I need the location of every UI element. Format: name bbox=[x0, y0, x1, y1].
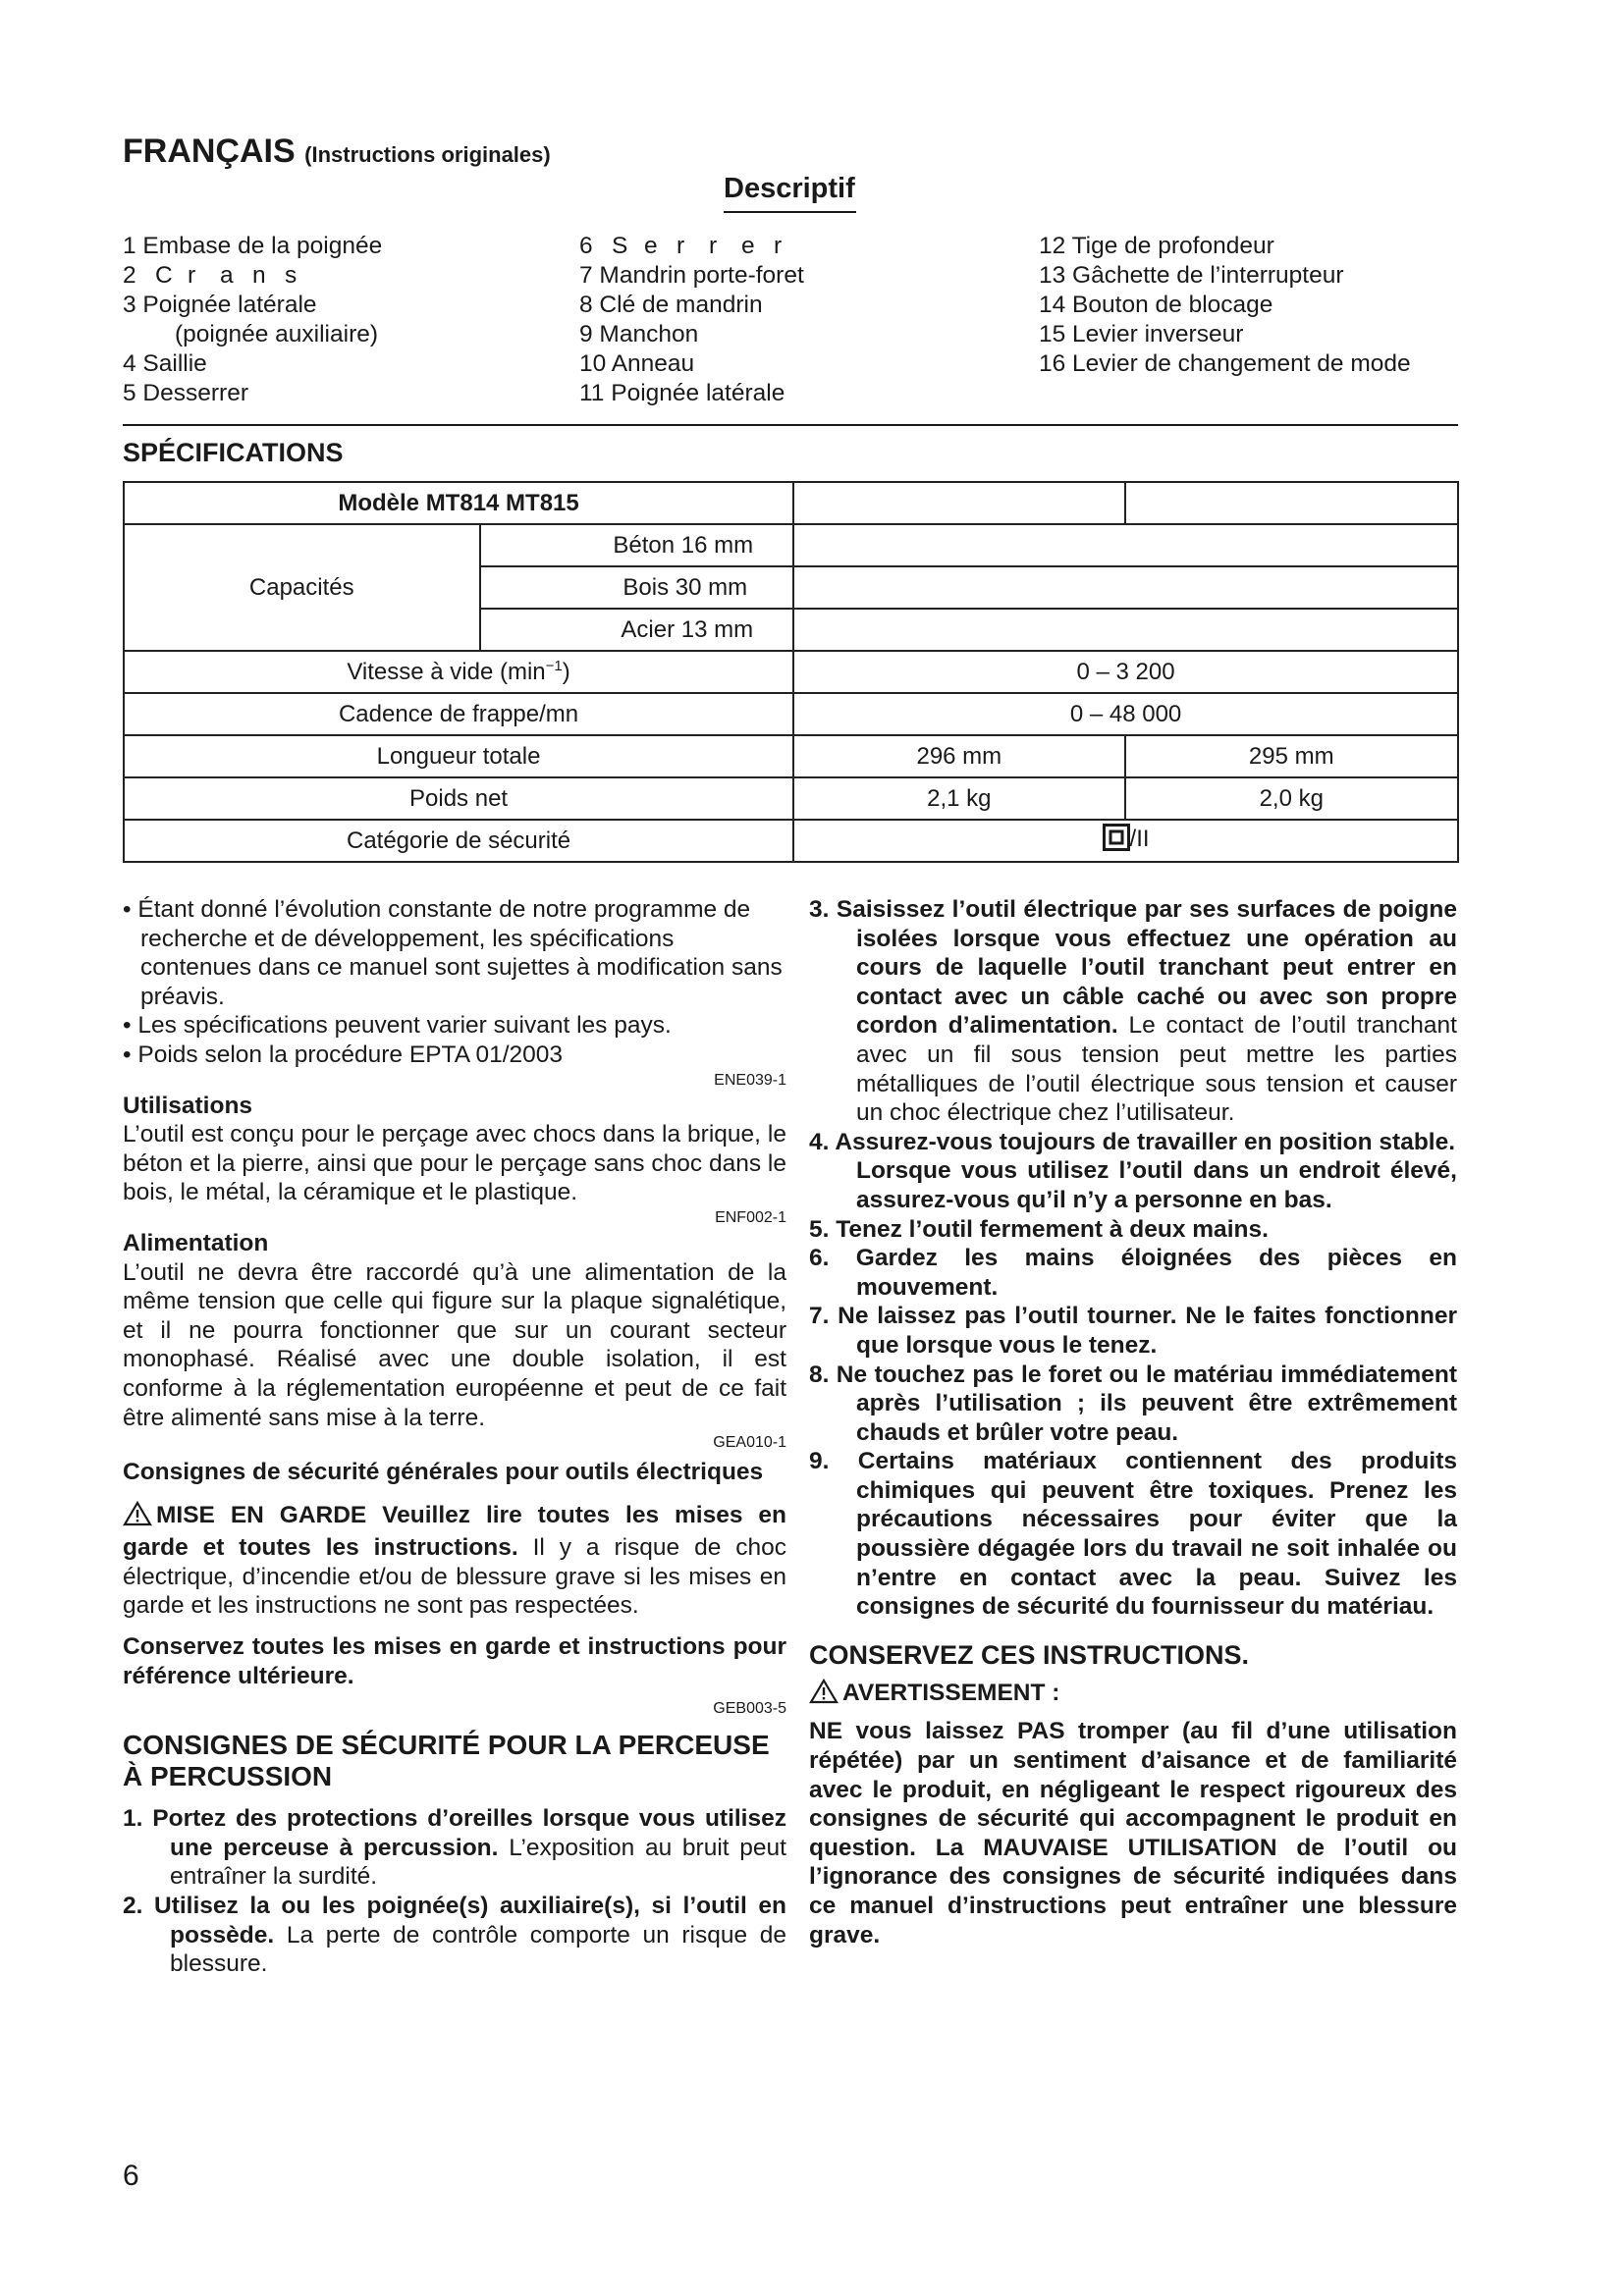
longueur-label-cell: Longueur totale bbox=[124, 735, 793, 777]
empty-cell bbox=[1125, 482, 1458, 524]
warning-triangle-icon bbox=[123, 1501, 152, 1534]
doc-code: ENE039-1 bbox=[714, 1071, 786, 1089]
page-number: 6 bbox=[123, 2160, 139, 2192]
part-item: 8 Clé de mandrin bbox=[579, 292, 763, 318]
part-item: 5 Desserrer bbox=[123, 380, 248, 406]
language-label: FRANÇAIS bbox=[123, 133, 296, 170]
safety-item-6: 6. Gardez les mains éloignées des pièces en mouvement. bbox=[809, 1245, 1457, 1301]
doc-code: GEB003-5 bbox=[713, 1700, 786, 1718]
poids-value-2: 2,0 kg bbox=[1125, 777, 1458, 820]
doc-code: ENF002-1 bbox=[715, 1208, 786, 1226]
utilisations-text: L’outil est conçu pour le perçage avec chocs dans la brique, le béton et la pierre, ainsi que pour le perçage sans choc dans le bois, le métal, la céramique et le plastique. bbox=[123, 1121, 786, 1206]
safety-item-8: 8. Ne touchez pas le foret ou le matériau immédiatement après l’utilisation ; ils peuvent être extrêmement chauds et brûler votre peau. bbox=[809, 1361, 1457, 1446]
model-cell: Modèle MT814 MT815 bbox=[124, 482, 793, 524]
safety-item-9: 9. Certains matériaux contiennent des produits chimiques qui peuvent être toxiques. Prenez les précautions nécessaires pour éviter que la poussière dégagée lors du travail ne soit inhalée ou n’entre en contact avec la peau. Suivez les consignes de sécurité du fournisseur du matériau. bbox=[809, 1448, 1457, 1621]
table-row bbox=[124, 524, 1458, 566]
poids-value-1: 2,1 kg bbox=[793, 777, 1124, 820]
part-item: 9 Manchon bbox=[579, 321, 699, 347]
capacites-cell: Capacités bbox=[124, 524, 480, 651]
descriptif-underline bbox=[724, 211, 856, 213]
alimentation-title: Alimentation bbox=[123, 1229, 269, 1256]
spec-note: • Poids selon la procédure EPTA 01/2003 bbox=[123, 1041, 564, 1068]
part-item: 13 Gâchette de l’interrupteur bbox=[1039, 262, 1344, 289]
descriptif-title: Descriptif bbox=[724, 173, 855, 204]
parts-column-2 bbox=[579, 232, 806, 408]
part-item: 15 Levier inverseur bbox=[1039, 321, 1244, 347]
alimentation-text: L’outil ne devra être raccordé qu’à une alimentation de la même tension que celle qui figure sur la plaque signalétique, et il ne pourra fonctionner que sur un courant secteur monophasé. Réalisé avec une double isolation, il est conforme à la réglementation européenne et peut de ce fait être alimenté sans mise à la terre. bbox=[123, 1258, 786, 1431]
table-row bbox=[124, 820, 1458, 862]
doc-code: GEA010-1 bbox=[713, 1434, 786, 1452]
avertissement-text: NE vous laissez PAS tromper (au fil d’une utilisation répétée) par un sentiment d’aisance et de familiarité avec le produit, en négligeant le respect rigoureux des consignes de sécurité qui accompagnent le produit en question. La MAUVAISE UTILISATION de l’outil ou l’ignorance des consignes de sécurité indiquées dans ce manuel d’instructions peut entraîner une blessure grave. bbox=[809, 1718, 1457, 1949]
section-divider bbox=[123, 424, 1458, 426]
spec-note: • Étant donné l’évolution constante de notre programme de recherche et de développement, les spécifications contenues dans ce manuel sont sujettes à modification sans préavis. bbox=[123, 896, 783, 1010]
vitesse-value-cell: 0 – 3 200 bbox=[793, 651, 1458, 693]
part-item: 11 Poignée latérale bbox=[579, 380, 785, 406]
parts-column-3 bbox=[1039, 232, 1411, 379]
table-row bbox=[124, 482, 1458, 524]
part-item: 4 Saillie bbox=[123, 350, 207, 377]
categorie-value-cell bbox=[793, 820, 1458, 862]
table-row bbox=[124, 693, 1458, 735]
safety-item-4-detail: Lorsque vous utilisez l’outil dans un endroit élevé, assurez-vous qu’il n’y a personne en bas. bbox=[856, 1157, 1457, 1213]
cadence-value-cell: 0 – 48 000 bbox=[793, 693, 1458, 735]
mise-en-garde-paragraph: MISE EN GARDE Veuillez lire toutes les mises en garde et toutes les instructions. Il y a risque de choc électrique, d’incendie et/ou de blessure grave si les mises en garde et les instructions ne sont pas respectées. bbox=[123, 1501, 786, 1620]
warning-triangle-icon bbox=[809, 1679, 839, 1712]
poids-label-cell: Poids net bbox=[124, 777, 793, 820]
part-item: 10 Anneau bbox=[579, 350, 695, 377]
safety-item-3: 3. Saisissez l’outil électrique par ses surfaces de poigne isolées lorsque vous effectuez une opération au cours de laquelle l’outil tranchant peut entrer en contact avec un câble caché ou avec son propre cordon d’alimentation. Le contact de l’outil tranchant avec un fil sous tension peut mettre les parties métalliques de l’outil électrique sous tension et causer un choc électrique chez l’utilisateur. bbox=[809, 896, 1457, 1127]
spec-note: • Les spécifications peuvent varier suivant les pays. bbox=[123, 1012, 672, 1040]
conservez-text: Conservez toutes les mises en garde et instructions pour référence ultérieure. bbox=[123, 1633, 786, 1689]
empty-cell bbox=[793, 609, 1458, 651]
acier-cell: Acier 13 mm bbox=[480, 609, 794, 651]
part-item bbox=[579, 232, 806, 261]
part-item: 3 Poignée latérale bbox=[123, 292, 317, 318]
empty-cell bbox=[793, 482, 1124, 524]
empty-cell bbox=[793, 524, 1458, 566]
part-item bbox=[123, 261, 382, 291]
part-item: 14 Bouton de blocage bbox=[1039, 292, 1273, 318]
safety-item-2: 2. Utilisez la ou les poignée(s) auxiliaire(s), si l’outil en possède. La perte de contrôle comporte un risque de blessure. bbox=[123, 1893, 786, 1978]
language-subtitle: (Instructions originales) bbox=[304, 142, 551, 167]
part-item: 7 Mandrin porte-foret bbox=[579, 262, 804, 289]
specifications-title: SPÉCIFICATIONS bbox=[123, 438, 344, 467]
spread-text: 2 C r a n s bbox=[123, 262, 298, 289]
empty-cell bbox=[793, 566, 1458, 609]
right-column bbox=[809, 895, 1457, 1949]
cadence-label-cell: Cadence de frappe/mn bbox=[124, 693, 793, 735]
double-insulation-icon bbox=[1103, 824, 1130, 858]
longueur-value-1: 296 mm bbox=[793, 735, 1124, 777]
utilisations-title: Utilisations bbox=[123, 1092, 253, 1119]
avertissement-title: AVERTISSEMENT : bbox=[809, 1679, 1457, 1712]
table-row bbox=[124, 735, 1458, 777]
longueur-value-2: 295 mm bbox=[1125, 735, 1458, 777]
conservez-instructions-title: CONSERVEZ CES INSTRUCTIONS. bbox=[809, 1639, 1250, 1670]
part-item: (poignée auxiliaire) bbox=[175, 321, 379, 347]
consignes-generales-title: Consignes de sécurité générales pour outils électriques bbox=[123, 1459, 764, 1486]
vitesse-label-cell: Vitesse à vide $(\min^{-1})$ bbox=[124, 651, 793, 693]
part-item: 1 Embase de la poignée bbox=[123, 233, 383, 259]
safety-item-1: 1. Portez des protections d’oreilles lorsque vous utilisez une perceuse à percussion. L’exposition au bruit peut entraîner la surdité. bbox=[123, 1805, 786, 1891]
part-item: 12 Tige de profondeur bbox=[1039, 233, 1274, 259]
spread-text: 6 S e r r e r bbox=[579, 233, 783, 259]
safety-item-5: 5. Tenez l’outil fermement à deux mains. bbox=[809, 1215, 1269, 1243]
language-heading bbox=[123, 133, 551, 171]
categorie-value: /II bbox=[1129, 826, 1150, 852]
table-row bbox=[124, 777, 1458, 820]
categorie-label-cell: Catégorie de sécurité bbox=[124, 820, 793, 862]
part-item: 16 Levier de changement de mode bbox=[1039, 350, 1411, 377]
safety-item-7: 7. Ne laissez pas l’outil tourner. Ne le faites fonctionner que lorsque vous le tenez. bbox=[809, 1303, 1457, 1359]
bois-cell: Bois 30 mm bbox=[480, 566, 794, 609]
table-row bbox=[124, 651, 1458, 693]
left-column bbox=[123, 895, 786, 1979]
specifications-table bbox=[123, 481, 1459, 863]
beton-cell: Béton 16 mm bbox=[480, 524, 794, 566]
safety-item-4: 4. Assurez-vous toujours de travailler en position stable. bbox=[809, 1128, 1456, 1155]
perceuse-title: CONSIGNES DE SÉCURITÉ POUR LA PERCEUSE À PERCUSSION bbox=[123, 1730, 770, 1792]
parts-column-1 bbox=[123, 232, 382, 408]
